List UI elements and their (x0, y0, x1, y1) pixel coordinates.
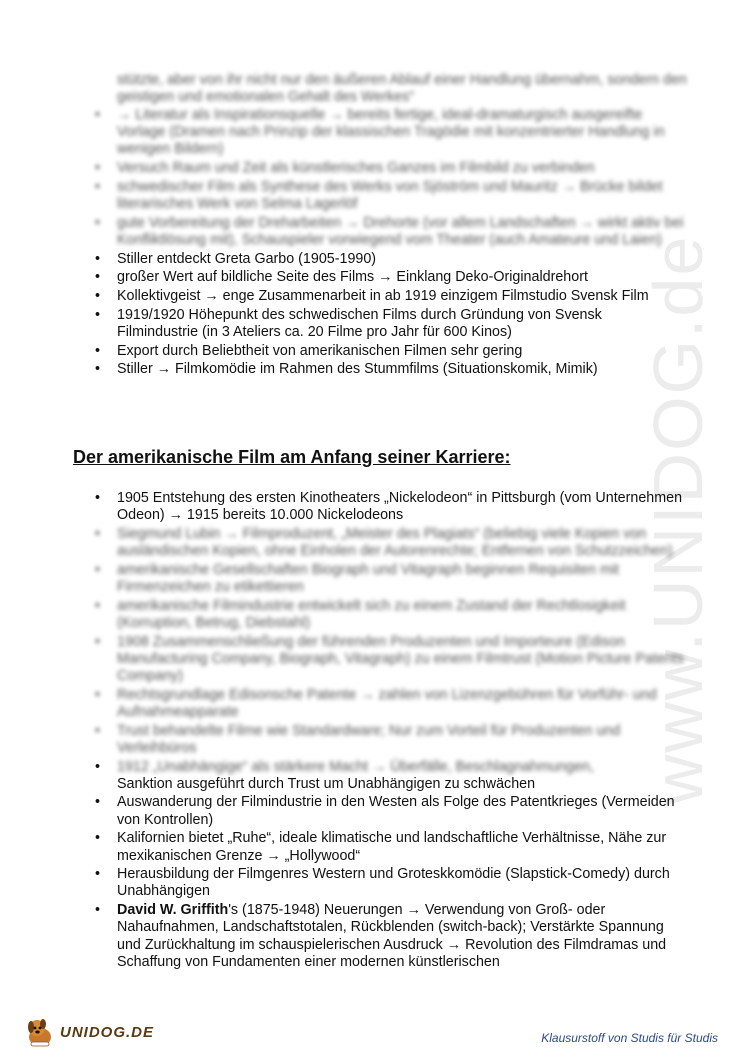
unidog-logo[interactable] (24, 1015, 154, 1049)
footer-tagline: Klausurstoff von Studis für Studis (541, 1031, 718, 1045)
list-item: • Kalifornien bietet „Ruhe“, ideale klimatische und landschaftliche Verhältnisse, Nähe zur mexikanischen Grenze → „Hollywood“ (95, 830, 685, 864)
list-item: • Versuch Raum und Zeit als künstlerisches Ganzes im Filmbild zu verbinden (95, 160, 685, 177)
list-item: • Export durch Beliebtheit von amerikanischen Filmen sehr gering (95, 343, 685, 360)
list-item: • → Literatur als Inspirationsquelle → bereits fertige, ideal-dramaturgisch ausgereifte Vorlage (Dramen nach Prinzip der klassischen Tragödie mit konzentrierter Handlung in wenigen Bildern) (95, 107, 685, 159)
list-item (95, 902, 685, 971)
list-item: • Kollektivgeist → enge Zusammenarbeit in ab 1919 einzigem Filmstudio Svensk Film (95, 288, 685, 305)
list-item: • Herausbildung der Filmgenres Western und Groteskkomödie (Slapstick-Comedy) durch Unabhängigen (95, 866, 685, 900)
list-item: • Trust behandelte Filme wie Standardware; Nur zum Vorteil für Produzenten und Verleihbüros (95, 723, 685, 757)
top-bullet-list (95, 107, 685, 380)
bottom-bullet-list (95, 490, 685, 972)
list-item-blurred-line: • 1912 „Unabhängige“ als stärkere Macht → Überfälle, Beschlagnahmungen, (117, 758, 594, 775)
continuation-text: stützte, aber von ihr nicht nur den äußeren Ablauf einer Handlung übernahm, sondern den geistigen und emotionalen Gehalt des Werkes“ (117, 72, 687, 106)
list-item: • 1908 Zusammenschließung der führenden Produzenten und Importeure (Edison Manufacturing Company, Biograph, Vitagraph) zu einem Filmtrust (Motion Picture Patents Company) (95, 634, 685, 686)
list-item (95, 759, 685, 793)
list-item: • amerikanische Gesellschaften Biograph und Vitagraph beginnen Requisiten mit Firmenzeichen zu etikettieren (95, 562, 685, 596)
list-item: • Stiller → Filmkomödie im Rahmen des Stummfilms (Situationskomik, Mimik) (95, 361, 685, 378)
list-item: • 1905 Entstehung des ersten Kinotheaters „Nickelodeon“ in Pittsburgh (vom Unternehmen Odeon) → 1915 bereits 10.000 Nickelodeons (95, 490, 685, 524)
list-item: • Auswanderung der Filmindustrie in den Westen als Folge des Patentkrieges (Vermeiden von Kontrollen) (95, 794, 685, 828)
person-name: David W. Griffith (117, 902, 229, 919)
list-item: • Siegmund Lubin → Filmproduzent, „Meister des Plagiats“ (beliebig viele Kopien von ausländischen Kopien, ohne Einholen der Autorenrechte; Entfernen von Schutzzeichen) (95, 526, 685, 560)
watermark: www.UNIDOG.de (639, 234, 717, 806)
list-item: • amerikanische Filmindustrie entwickelt sich zu einem Zustand der Rechtlosigkeit (Korruption, Betrug, Diebstahl) (95, 598, 685, 632)
section-heading: Der amerikanische Film am Anfang seiner Karriere: (73, 447, 511, 467)
list-item-text: 's (1875-1948) Neuerungen → Verwendung von Groß- oder Nahaufnahmen, Landschaftstotalen, Rückblenden (switch-back); Verstärkte Spannung und Zurückhaltung im schauspielerischen Ausdruck → Revolution des Filmdramas und Schaffung von Fundamenten einer modernen künstlerischen (117, 902, 667, 970)
list-item: • 1919/1920 Höhepunkt des schwedischen Films durch Gründung von Svensk Filmindustrie (in 3 Ateliers ca. 20 Filme pro Jahr für 600 Kinos) (95, 307, 685, 341)
dog-mascot-icon (24, 1015, 58, 1049)
list-item: • gute Vorbereitung der Dreharbeiten → Drehorte (vor allem Landschaften → wirkt aktiv bei Konfliktlösung mit), Schauspieler vorwiegend vom Theater (auch Amateure und Laien) (95, 215, 685, 249)
list-item: • großer Wert auf bildliche Seite des Films → Einklang Deko-Originaldrehort (95, 269, 685, 286)
logo-text: UNIDOG.DE (60, 1023, 155, 1041)
list-item: • Rechtsgrundlage Edisonsche Patente → zahlen von Lizenzgebühren für Vorführ- und Aufnahmeapparate (95, 687, 685, 721)
list-item-continuation: Sanktion ausgeführt durch Trust um Unabhängigen zu schwächen (117, 775, 536, 792)
list-item: • Stiller entdeckt Greta Garbo (1905-1990) (95, 251, 685, 268)
list-item: • schwedischer Film als Synthese des Werks von Sjöström und Mauritz → Brücke bildet literarisches Werk von Selma Lagerlöf (95, 179, 685, 213)
